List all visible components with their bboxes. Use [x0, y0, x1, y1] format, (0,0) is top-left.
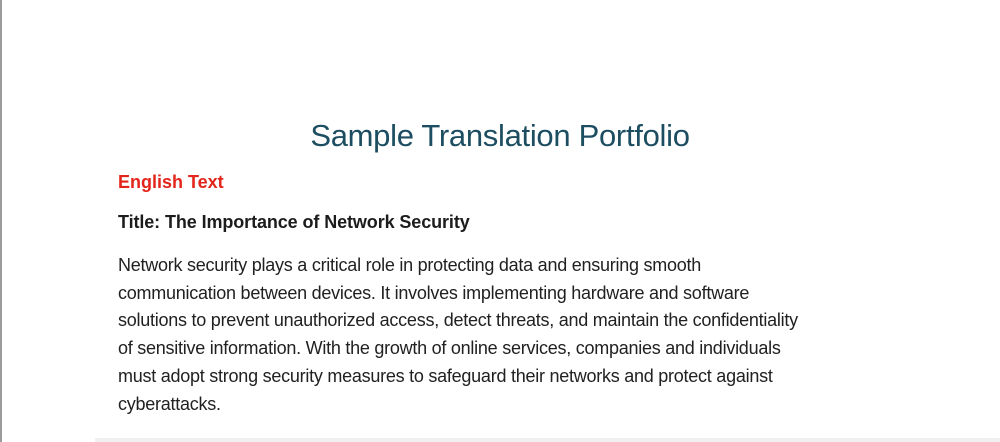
- body-line: must adopt strong security measures to safeguard their networks and protect against: [118, 365, 773, 386]
- body-line: Network security plays a critical role in protecting data and ensuring smooth: [118, 255, 702, 275]
- document-title: Sample Translation Portfolio: [310, 118, 690, 153]
- body-line: of sensitive information. With the growth of online services, companies and individuals: [118, 338, 781, 359]
- body-line: cyberattacks.: [118, 393, 221, 414]
- body-line: solutions to prevent unauthorized access, detect threats, and maintain the confidentiality: [118, 310, 798, 331]
- body-paragraph: [118, 252, 798, 418]
- article-title: Title: The Importance of Network Security: [118, 212, 470, 232]
- section-heading-english-text: English Text: [118, 172, 224, 192]
- body-line: communication between devices. It involves implementing hardware and software: [118, 282, 750, 303]
